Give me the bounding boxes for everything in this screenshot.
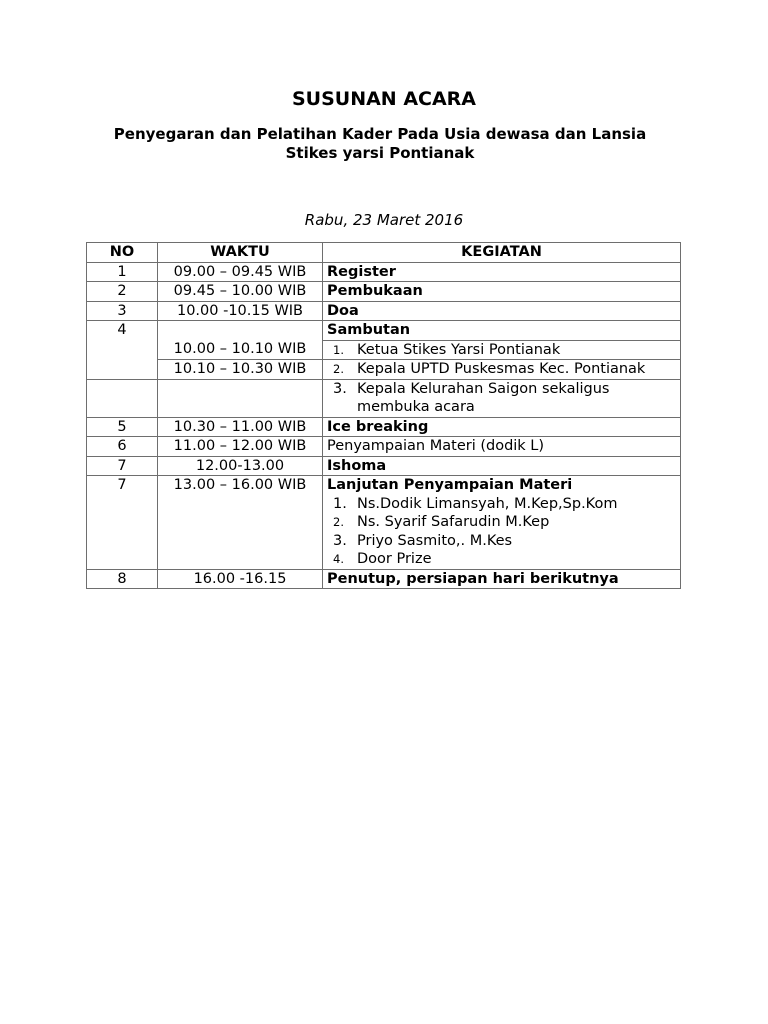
list-text: Door Prize xyxy=(357,551,432,567)
schedule-table xyxy=(86,242,681,589)
list-number: 1. xyxy=(333,342,344,357)
row-no: 7 xyxy=(87,456,158,476)
table-header-row xyxy=(87,243,681,263)
table-row xyxy=(87,301,681,321)
row-no: 1 xyxy=(87,262,158,282)
table-row xyxy=(87,417,681,437)
table-row xyxy=(87,282,681,302)
row-activity: Register xyxy=(323,262,681,282)
list-text: Ketua Stikes Yarsi Pontianak xyxy=(357,341,561,358)
event-subtitle xyxy=(110,125,650,162)
list-item xyxy=(327,532,676,551)
row-time xyxy=(158,379,323,417)
row-no: 8 xyxy=(87,569,158,589)
row-time: 10.00 -10.15 WIB xyxy=(158,301,323,321)
list-text: Ns.Dodik Limansyah, M.Kep,Sp.Kom xyxy=(357,495,618,512)
list-number: 4. xyxy=(333,552,344,566)
list-text: Kepala Kelurahan Saigon sekaligus membuka acara xyxy=(357,380,610,415)
list-item xyxy=(327,513,676,532)
row-time: 16.00 -16.15 xyxy=(158,569,323,589)
list-number: 1. xyxy=(333,495,347,512)
list-number: 2. xyxy=(333,515,344,529)
table-row xyxy=(87,476,681,570)
list-number: 2. xyxy=(333,362,344,376)
row-no-empty xyxy=(87,340,158,360)
table-row xyxy=(87,437,681,457)
list-item xyxy=(327,550,676,569)
row-no-empty xyxy=(87,379,158,417)
row-time: 13.00 – 16.00 WIB xyxy=(158,476,323,570)
row-no: 6 xyxy=(87,437,158,457)
table-row xyxy=(87,379,681,417)
row-no: 5 xyxy=(87,417,158,437)
list-text: Ns. Syarif Safarudin M.Kep xyxy=(357,514,550,530)
page-title: SUSUNAN ACARA xyxy=(291,88,477,110)
row-no: 2 xyxy=(87,282,158,302)
row-no-empty xyxy=(87,360,158,380)
row-activity: Pembukaan xyxy=(323,282,681,302)
event-date: Rabu, 23 Maret 2016 xyxy=(304,211,464,229)
row-time: 09.45 – 10.00 WIB xyxy=(158,282,323,302)
row-activity: Ice breaking xyxy=(323,417,681,437)
table-row xyxy=(87,262,681,282)
table-row xyxy=(87,360,681,380)
row-activity: Penutup, persiapan hari berikutnya xyxy=(323,569,681,589)
event-name: Penyegaran dan Pelatihan Kader Pada Usia dewasa dan Lansia xyxy=(113,125,647,143)
list-item xyxy=(323,340,681,360)
list-item xyxy=(323,360,681,380)
list-text: Kepala UPTD Puskesmas Kec. Pontianak xyxy=(357,361,646,377)
row-time: 12.00-13.00 xyxy=(158,456,323,476)
list-number: 3. xyxy=(333,532,347,549)
list-item xyxy=(327,495,676,514)
list-text: Priyo Sasmito,. M.Kes xyxy=(357,532,513,549)
row-activity: Ishoma xyxy=(323,456,681,476)
row-time-empty xyxy=(158,321,323,341)
header-activity: KEGIATAN xyxy=(323,243,681,263)
table-row xyxy=(87,321,681,341)
row-time: 11.00 – 12.00 WIB xyxy=(158,437,323,457)
table-row xyxy=(87,456,681,476)
row-activity: Lanjutan Penyampaian Materi xyxy=(327,477,573,493)
row-time: 09.00 – 09.45 WIB xyxy=(158,262,323,282)
row-no: 3 xyxy=(87,301,158,321)
list-item xyxy=(323,379,681,417)
header-no: NO xyxy=(87,243,158,263)
row-time: 10.00 – 10.10 WIB xyxy=(158,340,323,360)
row-activity-list xyxy=(323,476,681,570)
table-row xyxy=(87,569,681,589)
row-no: 7 xyxy=(87,476,158,570)
list-number: 3. xyxy=(333,380,347,397)
row-time: 10.10 – 10.30 WIB xyxy=(158,360,323,380)
event-organizer: Stikes yarsi Pontianak xyxy=(285,143,475,162)
header-time: WAKTU xyxy=(158,243,323,263)
row-activity: Sambutan xyxy=(323,321,681,341)
row-time: 10.30 – 11.00 WIB xyxy=(158,417,323,437)
row-activity: Doa xyxy=(323,301,681,321)
table-row xyxy=(87,340,681,360)
row-no: 4 xyxy=(87,321,158,341)
row-activity: Penyampaian Materi (dodik L) xyxy=(323,437,681,457)
